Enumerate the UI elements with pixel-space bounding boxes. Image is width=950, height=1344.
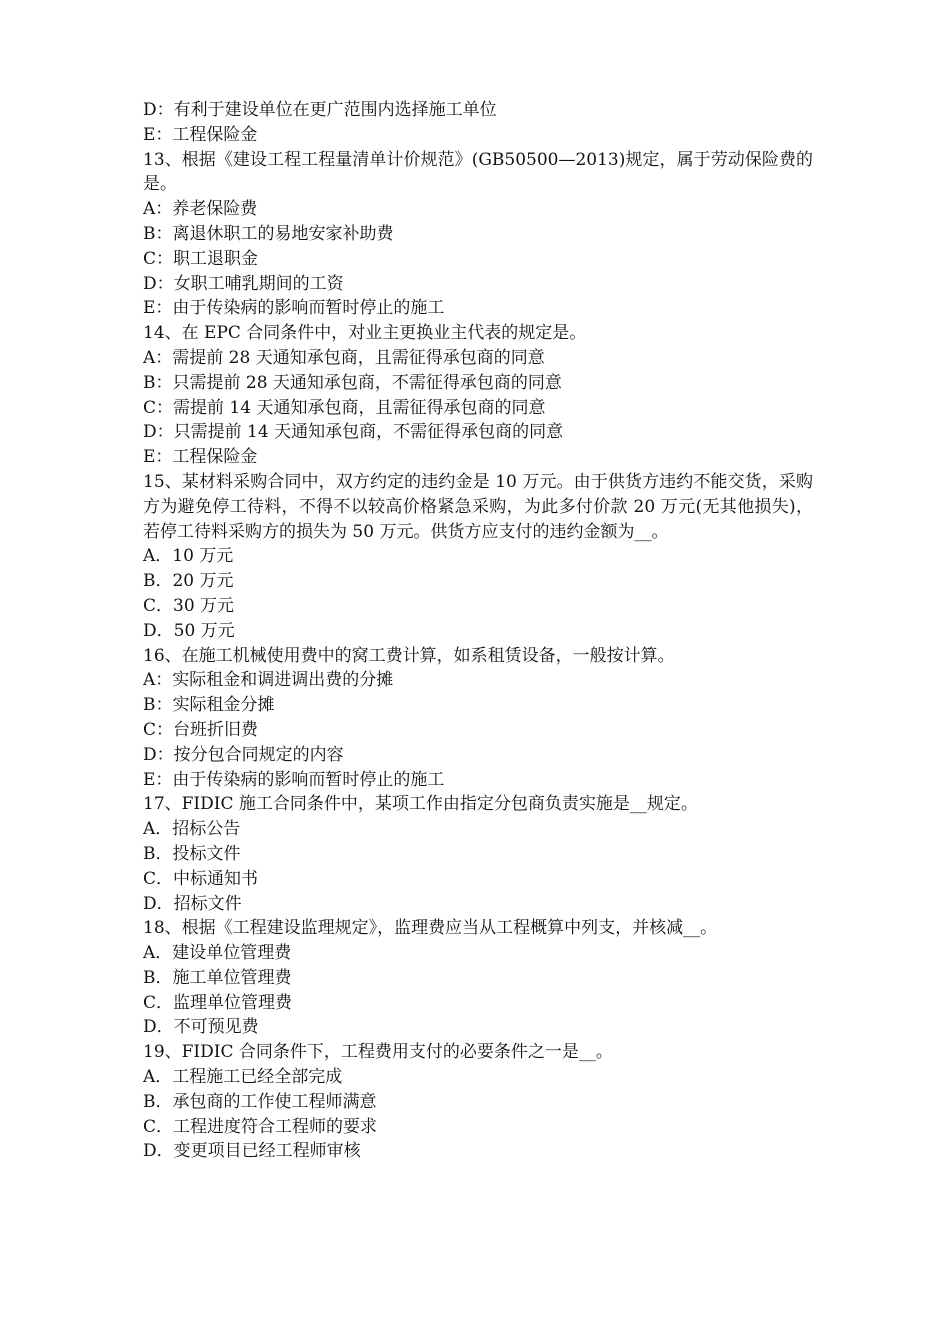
option-line: A．工程施工已经全部完成 — [143, 1067, 343, 1088]
option-line: A．招标公告 — [143, 819, 241, 840]
option-line: C．30 万元 — [143, 595, 235, 616]
option-line: E：由于传染病的影响而暂时停止的施工 — [143, 298, 445, 319]
option-line: C．中标通知书 — [143, 868, 259, 889]
question-15: 15、某材料采购合同中，双方约定的违约金是 10 万元。由于供货方违约不能交货，采购方为避免停工待料，不得不以较高价格紧急采购，为此多付价款 20 万元(无其他损失)，若停工待料采购方的损失为 50 万元。供货方应支付的违约金额为__。 — [143, 471, 813, 542]
option-line: C．监理单位管理费 — [143, 992, 293, 1013]
option-line: C．工程进度符合工程师的要求 — [143, 1116, 378, 1137]
option-line: A．建设单位管理费 — [143, 943, 292, 964]
option-line: B：实际租金分摊 — [143, 695, 275, 716]
option-line: D．招标文件 — [143, 893, 242, 914]
question-19: 19、FIDIC 合同条件下，工程费用支付的必要条件之一是__。 — [143, 1042, 613, 1063]
option-line: B．承包商的工作使工程师满意 — [143, 1091, 377, 1112]
option-line: A：养老保险费 — [143, 199, 258, 220]
option-line: C：需提前 14 天通知承包商，且需征得承包商的同意 — [143, 397, 546, 418]
question-17: 17、FIDIC 施工合同条件中，某项工作由指定分包商负责实施是__规定。 — [143, 794, 698, 815]
option-line: E：工程保险金 — [143, 124, 258, 145]
option-line: B．投标文件 — [143, 843, 241, 864]
option-line: A．10 万元 — [143, 546, 234, 567]
question-14: 14、在 EPC 合同条件中，对业主更换业主代表的规定是。 — [143, 323, 587, 344]
option-line: B：离退休职工的易地安家补助费 — [143, 223, 394, 244]
option-line: D．50 万元 — [143, 620, 235, 641]
option-line: A：实际租金和调进调出费的分摊 — [143, 670, 394, 691]
question-18: 18、根据《工程建设监理规定》，监理费应当从工程概算中列支，并核减__。 — [143, 918, 718, 939]
option-line: E：由于传染病的影响而暂时停止的施工 — [143, 769, 445, 790]
option-line: D：按分包合同规定的内容 — [143, 744, 344, 765]
option-line: E：工程保险金 — [143, 447, 258, 468]
option-line: D：有利于建设单位在更广范围内选择施工单位 — [143, 100, 497, 120]
option-line: B．20 万元 — [143, 571, 234, 592]
question-13: 13、根据《建设工程工程量清单计价规范》(GB50500—2013)规定，属于劳动保险费的是。 — [143, 149, 813, 195]
option-line: D．变更项目已经工程师审核 — [143, 1141, 361, 1162]
option-line: A：需提前 28 天通知承包商，且需征得承包商的同意 — [143, 347, 545, 368]
option-line: D．不可预见费 — [143, 1017, 259, 1038]
document-page — [143, 98, 813, 1164]
option-line: C：台班折旧费 — [143, 719, 259, 740]
question-16: 16、在施工机械使用费中的窝工费计算，如系租赁设备，一般按计算。 — [143, 645, 675, 666]
option-line: B．施工单位管理费 — [143, 967, 292, 988]
option-line: D：只需提前 14 天通知承包商，不需征得承包商的同意 — [143, 422, 564, 443]
option-line: D：女职工哺乳期间的工资 — [143, 273, 344, 294]
option-line: B：只需提前 28 天通知承包商，不需征得承包商的同意 — [143, 372, 562, 393]
option-line: C：职工退职金 — [143, 248, 259, 269]
